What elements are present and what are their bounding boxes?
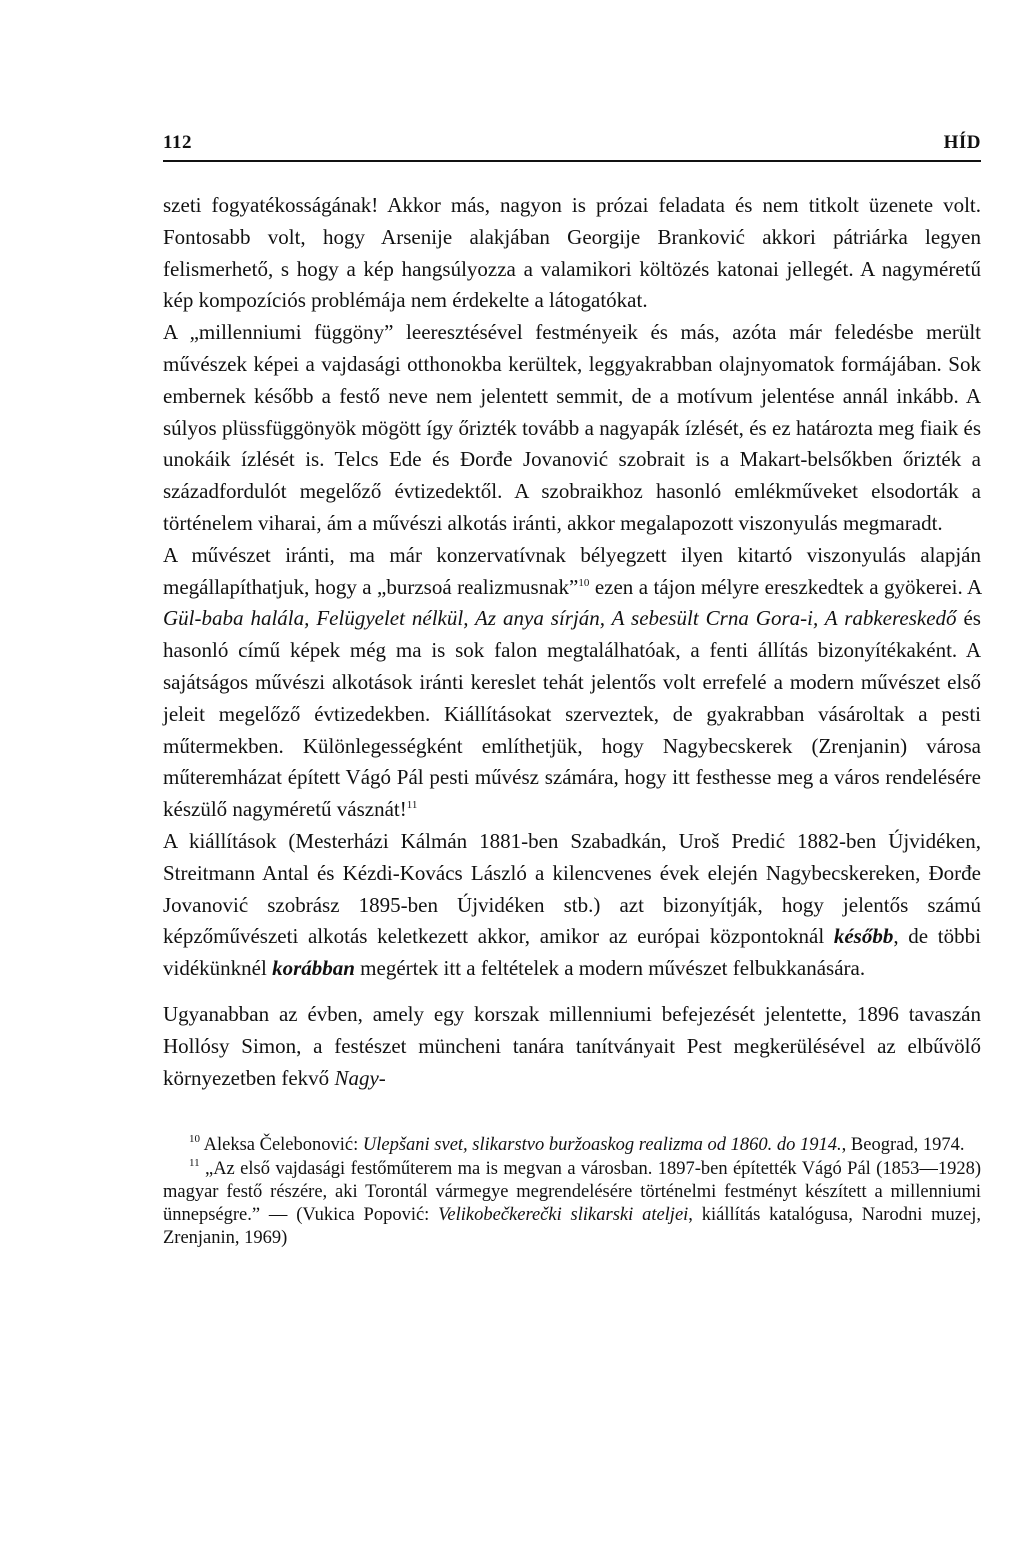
footnote-ref-11[interactable]: 11 xyxy=(406,799,418,812)
footnote-10 xyxy=(163,1134,981,1157)
page-header xyxy=(163,128,981,156)
paragraph-4-part-1: A kiállítások (Mesterházi Kálmán 1881-ben Szabadkán, Uroš Predić 1882-ben Újvidéken, Streitmann Antal és Kézdi-Kovács László a kilencvenes évek elején Nagybecskereken, Đorđe Jovanović szobrász 1895-ben Újvidéken stb.) azt bizonyítják, hogy jelentős számú képzőművészeti alkotás keletkezett akkor, amikor az európai központoknál xyxy=(163,828,981,949)
paragraph-3-part-3: és hasonló című képek még ma is sok falon megtalálhatóak, a fenti állítás bizonyítékaként. A sajátságos művészi alkotások iránti kereslet tehát jelentős volt errefelé a modern művészet első jeleit megelőző évtizedekben. Kiállításokat szerveztek, de gyakrabban vásároltak a pesti műtermekben. Különlegességként említhetjük, hogy Nagybecskerek (Zrenjanin) városa műteremházat épített Vágó Pál pesti művész számára, hogy itt festhesse meg a város rendelésére készülő nagyméretű vásznát! xyxy=(163,606,981,822)
footnote-10-title: Ulepšani svet, slikarstvo buržoaskog realizma od 1860. do 1914. xyxy=(362,1135,842,1156)
painting-titles: Gül-baba halála, Felügyelet nélkül, Az anya sírján, A sebesült Crna Gora-i, A rabkereskedő xyxy=(163,606,957,631)
paragraph-1: szeti fogyatékosságának! Akkor más, nagyon is prózai feladata és nem titkolt üzenete volt. Fontosabb volt, hogy Arsenije alakjában Georgije Branković akkori pátriárka legyen felismerhető, s hogy a kép hangsúlyozza a valamikori költözés katonai jellegét. A nagyméretű kép kompozíciós problémája nem érdekelte a látogatókat. xyxy=(163,193,981,313)
emphasis-earlier: korábban xyxy=(272,956,355,981)
paragraph-2: A „millenniumi függöny” leeresztésével festményeik és más, azóta már feledésbe merült művészek képei a vajdasági otthonokba kerültek, leggyakrabban olajnyomatok formájában. Sok embernek később a festő neve nem jelentett semmit, de a motívum jelentése annál inkább. A súlyos plüssfüggönyök mögött így őrizték tovább a nagyapák ízlését, és ez határozta meg fiaik és unokáik ízlését is. Telcs Ede és Đorđe Jovanović szobrait is a Makart-belsőkben őrizték a századfordulót megelőző évtizedektől. A szobraikhoz hasonló emlékműveket elsodorták a történelem viharai, ám a művészi alkotás iránti, akkor megalapozott viszonyulás megmaradt. xyxy=(163,320,981,535)
header-rule xyxy=(163,160,981,162)
article-body xyxy=(163,190,981,1094)
footnote-11-text-2: , kiállítás katalógusa, Narodni muzej, Zrenjanin, 1969) xyxy=(163,1204,981,1249)
paragraph-4 xyxy=(163,826,981,985)
footnotes xyxy=(163,1134,981,1250)
footnote-11 xyxy=(163,1158,981,1251)
emphasis-later: később xyxy=(833,924,894,949)
paragraph-5 xyxy=(163,999,981,1094)
footnote-number-11: 11 xyxy=(189,1156,200,1169)
paragraph-3-part-1: A művészet iránti, ma már konzervatívnak bélyegzett ilyen kitartó viszonyulás alapján megállapíthatjuk, hogy a „burzsoá realizmusnak” xyxy=(163,542,981,599)
footnote-11-title: Velikobečkerečki slikarski ateljei xyxy=(438,1204,689,1225)
paragraph-3-part-2: ezen a tájon mélyre ereszkedtek a gyökerei. A xyxy=(589,574,981,599)
footnote-number-10: 10 xyxy=(189,1133,200,1146)
page-number: 112 xyxy=(163,132,192,153)
paragraph-4-part-2: , de többi vidékünknél xyxy=(163,924,981,981)
paragraph-5-part-1: Ugyanabban az évben, amely egy korszak millenniumi befejezését jelentette, 1896 tavaszán Hollósy Simon, a festészet müncheni tanára tanítványait Pest megkerülésével az elbűvölő környezetben fekvő xyxy=(163,1001,981,1090)
footnote-11-text-1: „Az első vajdasági festőműterem ma is megvan a városban. 1897-ben építették Vágó Pál (1853—1928) magyar festő részére, aki Torontál vármegye megrendelésére történelmi festményt készített a millenniumi ünnepségre.” — (Vukica Popović: xyxy=(163,1158,981,1225)
footnote-ref-10[interactable]: 10 xyxy=(578,576,590,589)
footnote-10-text-1: Aleksa Čelebonović: xyxy=(200,1135,363,1156)
emphasis-nagy: Nagy- xyxy=(334,1065,386,1090)
paragraph-3 xyxy=(163,540,981,826)
paragraph-4-part-3: megértek itt a feltételek a modern művészet felbukkanására. xyxy=(354,956,866,981)
page xyxy=(163,128,981,1250)
journal-title: HÍD xyxy=(943,132,981,153)
footnote-10-text-2: , Beograd, 1974. xyxy=(841,1135,965,1156)
